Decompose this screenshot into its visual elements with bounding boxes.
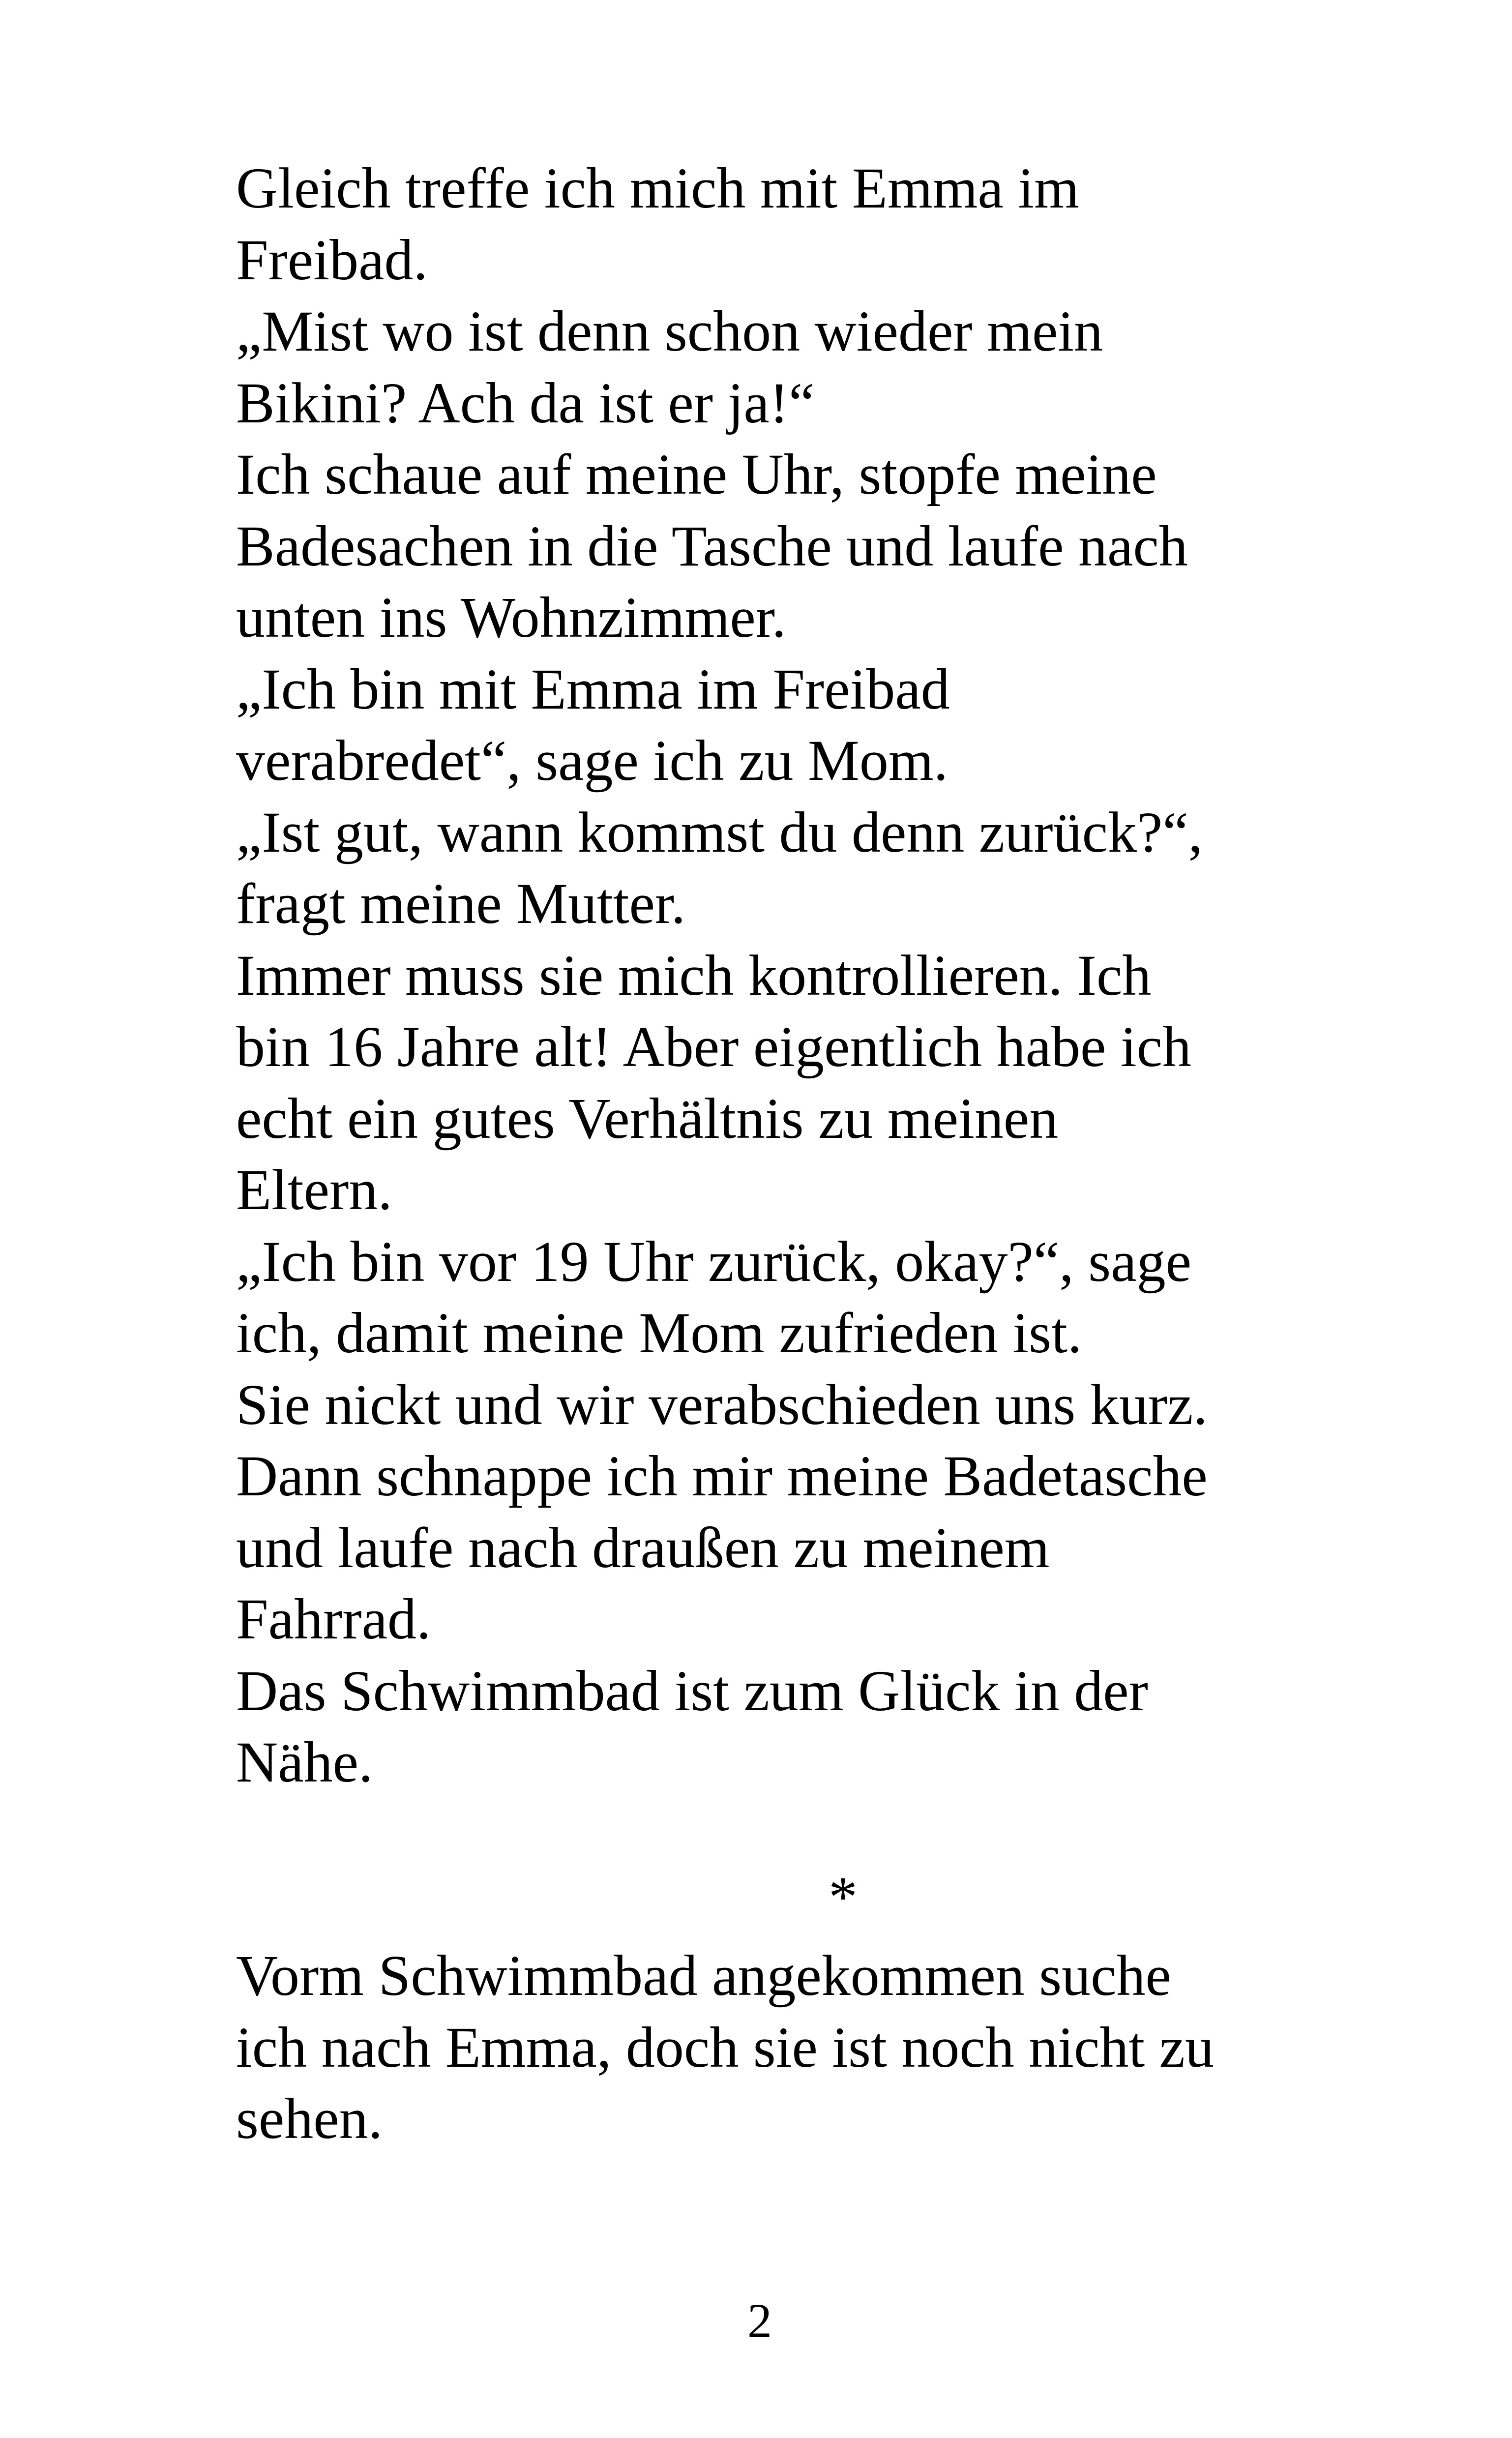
text-line: Vorm Schwimmbad angekommen suche xyxy=(236,1943,1171,2008)
text-line: „Ist gut, wann kommst du denn zurück?“, xyxy=(236,800,1203,864)
text-line: Fahrrad. xyxy=(236,1587,431,1651)
text-line: Bikini? Ach da ist er ja!“ xyxy=(236,370,815,435)
text-line: Badesachen in die Tasche und laufe nach xyxy=(236,513,1188,578)
text-line: Ich schaue auf meine Uhr, stopfe meine xyxy=(236,442,1157,506)
text-line: Dann schnappe ich mir meine Badetasche xyxy=(236,1444,1208,1508)
text-line: „Ich bin vor 19 Uhr zurück, okay?“, sage xyxy=(236,1229,1191,1294)
section-separator: * xyxy=(829,1865,858,1929)
text-line: „Ich bin mit Emma im Freibad xyxy=(236,656,950,721)
text-line: Das Schwimmbad ist zum Glück in der xyxy=(236,1658,1148,1723)
text-line: echt ein gutes Verhältnis zu meinen xyxy=(236,1086,1059,1151)
text-line: Freibad. xyxy=(236,227,428,292)
text-line: Sie nickt und wir verabschieden uns kurz. xyxy=(236,1372,1208,1437)
page-number: 2 xyxy=(747,2293,772,2348)
text-line: fragt meine Mutter. xyxy=(236,871,686,936)
text-line: verabredet“, sage ich zu Mom. xyxy=(236,728,949,793)
text-line: bin 16 Jahre alt! Aber eigentlich habe ich xyxy=(236,1014,1192,1079)
text-line: ich, damit meine Mom zufrieden ist. xyxy=(236,1301,1082,1365)
text-line: Nähe. xyxy=(236,1730,373,1794)
body-text xyxy=(236,152,1318,1798)
text-line: Eltern. xyxy=(236,1158,392,1222)
text-line: sehen. xyxy=(236,2086,383,2151)
text-line: „Mist wo ist denn schon wieder mein xyxy=(236,299,1103,363)
text-line: Gleich treffe ich mich mit Emma im xyxy=(236,156,1079,220)
text-line: unten ins Wohnzimmer. xyxy=(236,585,787,650)
body-text-continued xyxy=(236,1940,1318,2155)
text-line: Immer muss sie mich kontrollieren. Ich xyxy=(236,943,1152,1008)
text-line: ich nach Emma, doch sie ist noch nicht zu xyxy=(236,2015,1215,2080)
text-line: und laufe nach draußen zu meinem xyxy=(236,1515,1050,1580)
